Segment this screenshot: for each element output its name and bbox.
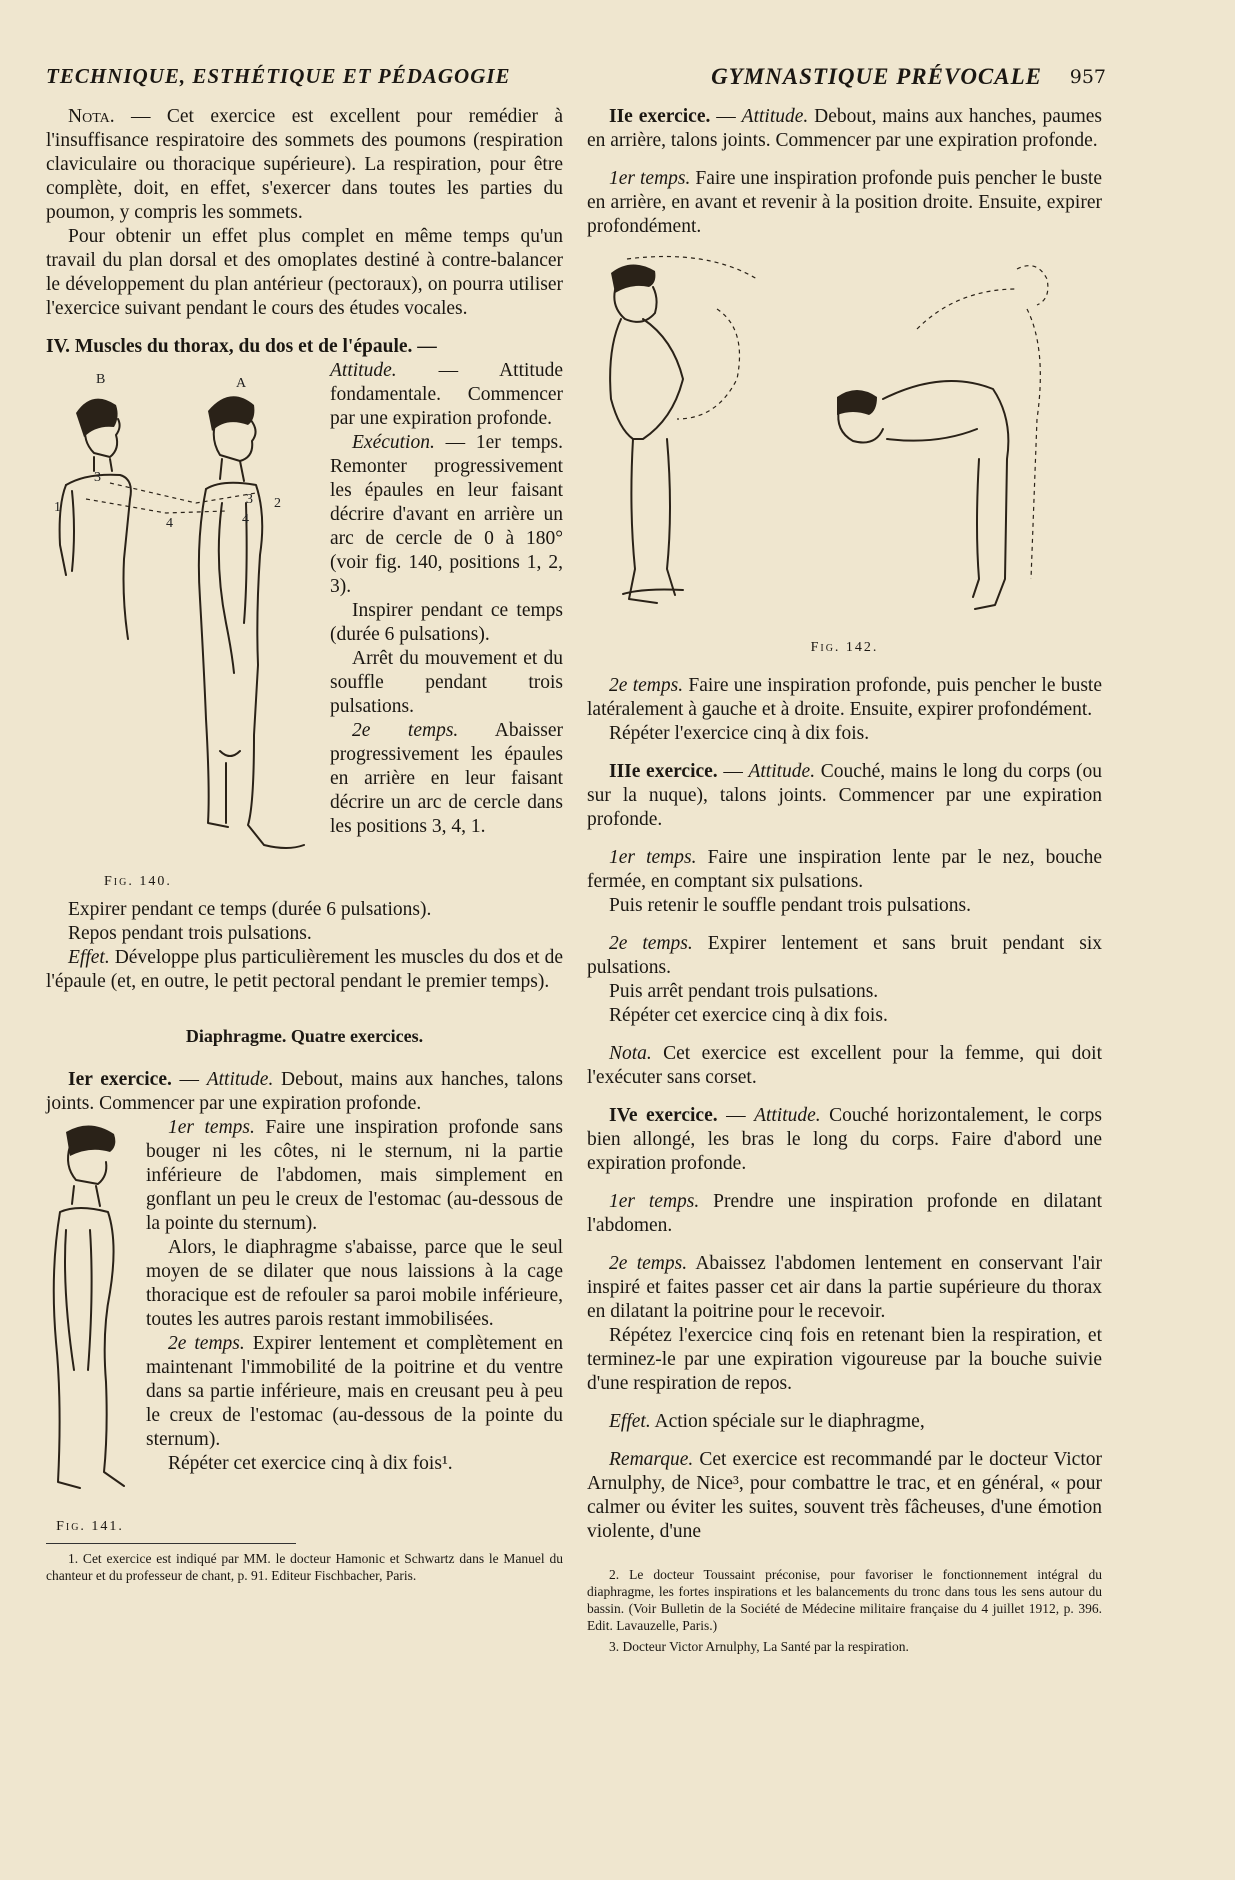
fig140-num-1: 1: [54, 500, 61, 515]
fig140-num-3b: 3: [246, 492, 253, 507]
ex3-nota: [587, 1042, 1102, 1090]
fig142-left-torso: [610, 319, 683, 439]
fig140-b-neck: [94, 457, 112, 471]
fig140-label-a: A: [236, 376, 247, 391]
left-column: [46, 105, 563, 1584]
iv-attitude-text: — Attitude fondamentale. Commencer par une expiration profonde.: [330, 360, 563, 429]
nota-label: Nota.: [68, 106, 115, 127]
footnote-1: 1. Cet exercice est indiqué par MM. le docteur Hamonic et Schwartz dans le Manuel du chanteur et du professeur de chant, p. 91. Editeur Fischbacher, Paris.: [46, 1551, 563, 1583]
iv-t2-label: 2e temps.: [352, 720, 459, 741]
figure-142-caption: Fig. 142.: [810, 640, 879, 655]
ex3-nota-label: Nota.: [609, 1043, 652, 1064]
remarque-label: Remarque.: [609, 1449, 694, 1470]
ex3-retenir: Puis retenir le souffle pendant trois pulsations.: [609, 895, 971, 916]
ex3-arret: Puis arrêt pendant trois pulsations.: [609, 981, 879, 1002]
fig142-left-legs: [629, 439, 675, 603]
figure-141: [46, 1120, 134, 1539]
fig140-b-arm: [60, 485, 74, 575]
ex2-t2-label: 2e temps.: [609, 675, 684, 696]
footnote-2: 2. Le docteur Toussaint préconise, pour favoriser le fonctionnement intégral du diaphragme, les fortes inspirations et les balancements du tronc dans tous les sens autour du bassin. (Voir Bulletin de la Société de Médecine militaire française du 4 juillet 1912, p. 396. Edit. Lavauzelle, Paris.): [587, 1567, 1102, 1633]
ex2-attitude-text: Debout, mains aux hanches, paumes en arrière, talons joints. Commencer par une expiration profonde.: [587, 106, 1103, 151]
footnote-rule: [46, 1543, 296, 1544]
ex3-t1-text: Faire une inspiration lente par le nez, bouche fermée, en comptant six pulsations.: [587, 847, 1102, 892]
figure-140-caption: Fig. 140.: [104, 874, 172, 889]
fig140-b-torso: [66, 475, 131, 639]
ex4-label: IVe exercice.: [609, 1105, 718, 1126]
iv-effet: [46, 946, 563, 994]
ex1-t1-text: Faire une inspiration profonde sans bouger ni les côtes, ni le sternum, ni la partie inférieure de l'abdomen, mais simplement en gonflant un peu le creux de l'estomac (au-dessous de la pointe du sternum).: [146, 1117, 563, 1234]
ex2-temps-1: [587, 167, 1102, 239]
running-header: [46, 64, 1106, 96]
iv-inspirer: Inspirer pendant ce temps (durée 6 pulsations).: [330, 600, 563, 645]
ex4-t2-label: 2e temps.: [609, 1253, 688, 1274]
figure-142: [587, 249, 1102, 660]
iv-attitude-label: Attitude.: [330, 360, 397, 381]
page-number: 957: [1069, 66, 1106, 88]
fig140-a-neck: [220, 459, 244, 481]
ex2-repeter: Répéter l'exercice cinq à dix fois.: [609, 723, 870, 744]
ex4-effet-text: Action spéciale sur le diaphragme,: [650, 1411, 925, 1432]
iv-exec-temps: — 1er temps.: [434, 432, 563, 453]
fig140-a-legs: [220, 751, 240, 823]
ex3-attitude-text: Couché, mains le long du corps (ou sur la nuque), talons joints. Commencer par une expiration profonde.: [587, 761, 1102, 830]
remarque: [587, 1448, 1102, 1544]
fig142-left-hair: [611, 264, 655, 293]
paragraph-effet-complet: Pour obtenir un effet plus complet en même temps qu'un travail du plan dorsal et des omoplates destiné à contre-balancer le développement du plan antérieur (pectoraux), on pourra utiliser l'exercice suivant pendant le cours des études vocales.: [46, 226, 563, 319]
section-iv-title: IV. Muscles du thorax, du dos et de l'épaule. —: [46, 336, 437, 357]
iv-exec-text: Remonter progressivement les épaules en leur faisant décrire d'avant en arrière un arc de cercle de 0 à 180° (voir fig. 140, positions 1, 2, 3).: [330, 456, 563, 597]
ex3-nota-text: Cet exercice est excellent pour la femme, qui doit l'exécuter sans corset.: [587, 1043, 1102, 1088]
fig140-num-4b: 4: [242, 512, 249, 527]
iv-expirer: Expirer pendant ce temps (durée 6 pulsations).: [68, 899, 432, 920]
fig142-right-torso: [883, 381, 1008, 609]
ex2-t1-label: 1er temps.: [609, 168, 691, 189]
ex4-effet: [587, 1410, 1102, 1434]
ex3-t1-label: 1er temps.: [609, 847, 697, 868]
iv-repos: Repos pendant trois pulsations.: [68, 923, 312, 944]
fig140-guide-upper: [110, 483, 256, 503]
iv-arret: Arrêt du mouvement et du souffle pendant trois pulsations.: [330, 648, 563, 717]
fig142-right-ghost-head: [1017, 266, 1048, 305]
fig140-label-b: B: [96, 372, 106, 387]
ex3-temps-1: [587, 846, 1102, 894]
ex4-heading: IVe exercice. — Attitude. Couché horizontalement, le corps bien allongé, les bras le long du corps. Faire d'abord une expiration profonde.: [587, 1105, 1102, 1174]
ex3-t2-text: Expirer lentement et sans bruit pendant six pulsations.: [587, 933, 1102, 978]
figure-140: [46, 363, 318, 894]
ex3-attitude-label: Attitude.: [748, 761, 816, 782]
iv-exec-label: Exécution.: [352, 432, 435, 453]
fig141-hair: [66, 1125, 115, 1156]
ex2-label: IIe exercice.: [609, 106, 711, 127]
ex4-t2-text: Abaissez l'abdomen lentement en conservant l'air inspiré et faites passer cet air dans la partie supérieure du thorax en dilatant la poitrine pour le recevoir.: [587, 1253, 1102, 1322]
fig142-arc-right: [917, 289, 1017, 329]
fig140-a-back: [199, 489, 228, 827]
ex4-effet-label: Effet.: [609, 1411, 651, 1432]
fig142-left-ghost: [677, 309, 740, 419]
diaphragme-title: Diaphragme. Quatre exercices.: [185, 1026, 424, 1046]
ex4-t1-label: 1er temps.: [609, 1191, 700, 1212]
remarque-text: Cet exercice est recommandé par le docteur Victor Arnulphy, de Nice³, pour combattre le trac, et en général, « pour calmer ou éviter les suites, souvent très fâcheuses, d'une émotion violente, d'une: [587, 1449, 1102, 1542]
fig140-a-head: [214, 419, 256, 461]
ex1-label: Ier exercice.: [68, 1069, 172, 1090]
fig142-right-head: [838, 409, 883, 443]
figure-142-illustration: [587, 249, 1102, 629]
ex1-heading: Ier exercice. — Attitude. Debout, mains aux hanches, talons joints. Commencer par une expiration profonde.: [46, 1069, 564, 1114]
ex1-attitude-label: Attitude.: [206, 1069, 274, 1090]
footnote-3: 3. Docteur Victor Arnulphy, La Santé par la respiration.: [609, 1639, 909, 1654]
ex2-heading: IIe exercice. — Attitude. Debout, mains aux hanches, paumes en arrière, talons joints. Commencer par une expiration profonde.: [587, 106, 1103, 151]
ex1-attitude-text: Debout, mains aux hanches, talons joints. Commencer par une expiration profonde.: [46, 1069, 564, 1114]
iv-t2-text: Abaisser progressivement les épaules en arrière en leur faisant décrire un arc de cercle dans les positions 3, 4, 1.: [330, 720, 563, 837]
ex1-t2-label: 2e temps.: [168, 1333, 245, 1354]
ex4-t1-text: Prendre une inspiration profonde en dilatant l'abdomen.: [587, 1191, 1102, 1236]
figure-141-illustration: [46, 1120, 134, 1508]
ex2-attitude-label: Attitude.: [741, 106, 809, 127]
figure-141-caption: Fig. 141.: [56, 1519, 124, 1534]
ex4-temps-1: [587, 1190, 1102, 1238]
ex2-t2-text: Faire une inspiration profonde, puis pencher le buste latéralement à gauche et à droite. Ensuite, expirer profondément.: [587, 675, 1102, 720]
fig142-right-hair: [837, 390, 877, 415]
ex1-alors: Alors, le diaphragme s'abaisse, parce que le seul moyen de se dilater que nous laissions à la cage thoracique est de refouler sa paroi mobile inférieure, toutes les autres parois restant immobilisées.: [146, 1237, 563, 1330]
fig140-num-2: 2: [274, 496, 281, 511]
ex2-t1-text: Faire une inspiration profonde puis pencher le buste en arrière, en avant et revenir à la position droite. Ensuite, expirer profondément.: [587, 168, 1102, 237]
fig140-num-3: 3: [94, 470, 101, 485]
ex4-repetez: Répétez l'exercice cinq fois en retenant bien la respiration, et terminez-le par une expiration vigoureuse par la bouche suivie d'une respiration de repos.: [587, 1325, 1102, 1394]
iv-effet-text: Développe plus particulièrement les muscles du dos et de l'épaule (et, en outre, le petit pectoral pendant le premier temps).: [46, 947, 563, 992]
fig142-right-legs: [973, 459, 979, 597]
ex1-t1-label: 1er temps.: [168, 1117, 255, 1138]
ex3-repeter: Répéter cet exercice cinq à dix fois.: [609, 1005, 888, 1026]
running-title-right: GYMNASTIQUE PRÉVOCALE: [711, 64, 1042, 89]
fig140-a-front: [206, 483, 304, 848]
fig141-arm: [65, 1230, 92, 1370]
ex2-temps-2: [587, 674, 1102, 722]
ex3-t2-label: 2e temps.: [609, 933, 693, 954]
ex3-temps-2: [587, 932, 1102, 980]
running-title-left: TECHNIQUE, ESTHÉTIQUE ET PÉDAGOGIE: [46, 64, 511, 88]
ex3-heading: IIIe exercice. — Attitude. Couché, mains le long du corps (ou sur la nuque), talons joints. Commencer par une expiration profonde.: [587, 761, 1102, 830]
ex1-repeter: Répéter cet exercice cinq à dix fois¹.: [168, 1453, 453, 1474]
ex4-attitude-text: Couché horizontalement, le corps bien allongé, les bras le long du corps. Faire d'abord une expiration profonde.: [587, 1105, 1102, 1174]
ex4-attitude-label: Attitude.: [754, 1105, 821, 1126]
ex4-temps-2: [587, 1252, 1102, 1324]
fig142-right-ghost-body: [1027, 309, 1040, 579]
figure-140-illustration: [46, 363, 318, 863]
fig140-a-arm: [219, 503, 247, 673]
nota-text: — Cet exercice est excellent pour remédier à l'insuffisance respiratoire des sommets des poumons (respiration claviculaire ou thoracique supérieure). La respiration, pour être complète, doit, en effet, s'exercer dans toutes les parties du poumon, y compris les sommets.: [46, 106, 563, 223]
right-column: [587, 105, 1102, 1655]
fig140-num-4: 4: [166, 516, 173, 531]
fig141-neck: [72, 1186, 100, 1206]
ex3-label: IIIe exercice.: [609, 761, 718, 782]
fig140-b-hair: [76, 399, 118, 437]
ex1-t2-text: Expirer lentement et complètement en maintenant l'immobilité de la poitrine et du ventre dans sa partie inférieure, mais en creusant peu à peu le creux de l'estomac (au-dessous de la pointe du sternum).: [146, 1333, 563, 1450]
nota-paragraph: [46, 105, 563, 225]
iv-effet-label: Effet.: [68, 947, 110, 968]
